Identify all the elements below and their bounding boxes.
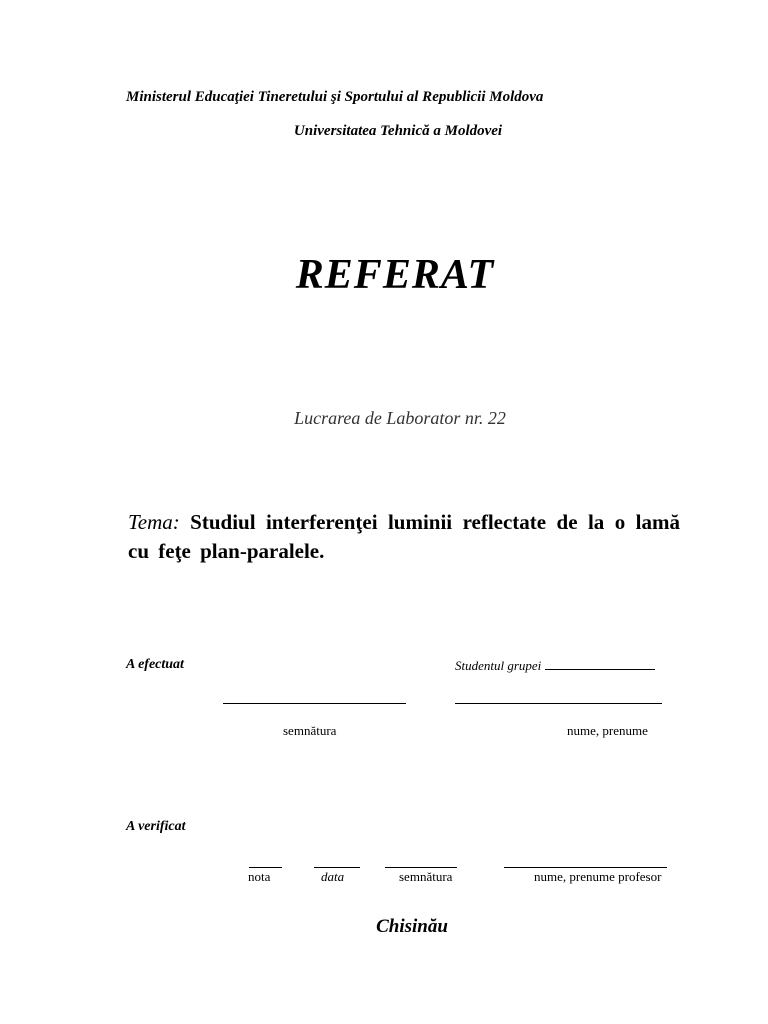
lab-work-number: Lucrarea de Laborator nr. 22 <box>294 408 506 428</box>
professor-caption: nume, prenume profesor <box>534 869 662 884</box>
signature-caption: semnătura <box>283 723 337 738</box>
city: Chisinău <box>376 916 448 937</box>
student-group-blank <box>545 657 655 670</box>
topic-label: Tema: <box>128 510 180 534</box>
document-title: REFERAT <box>295 252 495 298</box>
professor-name-line <box>504 867 667 868</box>
verified-label: A verificat <box>126 819 186 834</box>
topic-text: Studiul interferenţei luminii reflectate de la o lamă cu feţe plan-paralele. <box>128 510 680 563</box>
student-group-field <box>455 657 655 674</box>
date-caption: data <box>321 869 345 884</box>
university-name: Universitatea Tehnică a Moldovei <box>293 123 503 139</box>
performed-label: A efectuat <box>126 657 184 672</box>
signature-line <box>223 703 406 704</box>
ministry-name: Ministerul Educaţiei Tineretului şi Sportului al Republicii Moldova <box>126 89 544 105</box>
grade-caption: nota <box>248 869 271 884</box>
date-line <box>314 867 360 868</box>
student-group-label: Studentul grupei <box>455 658 542 673</box>
topic-paragraph <box>128 508 680 566</box>
name-line <box>455 703 662 704</box>
name-caption: nume, prenume <box>567 723 648 738</box>
verifier-signature-line <box>385 867 457 868</box>
verifier-signature-caption: semnătura <box>399 869 453 884</box>
grade-line <box>249 867 282 868</box>
